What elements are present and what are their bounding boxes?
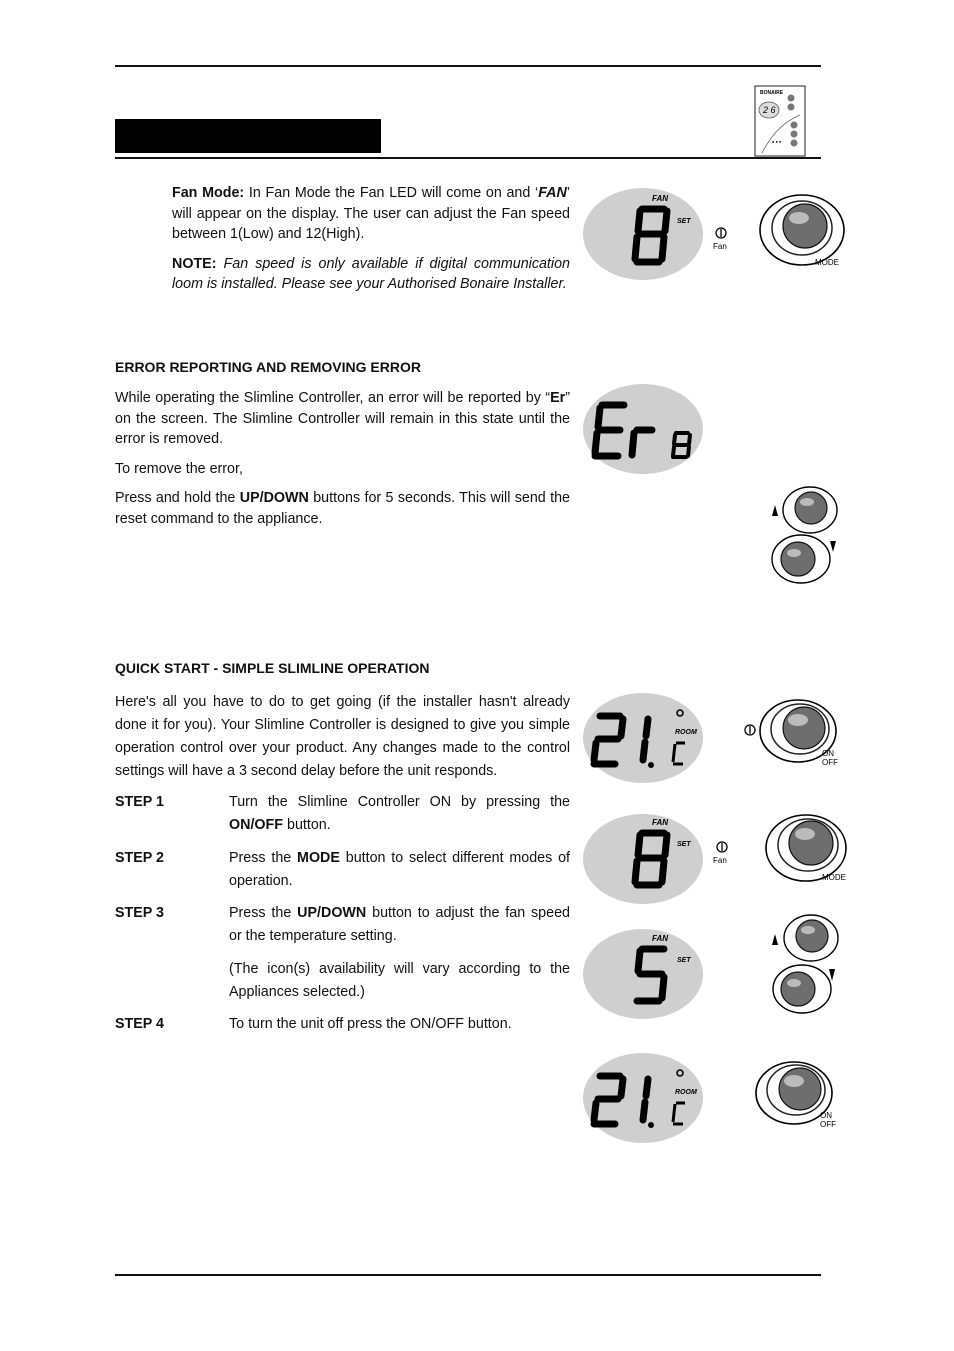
section-title-bar — [115, 119, 381, 153]
controller-thumbnail-icon — [754, 85, 808, 157]
mode-button-label-2: MODE — [822, 873, 846, 882]
step-3-text-b: button to adjust the fan speed or the temperature setting. — [229, 905, 570, 944]
on-off-led-icon — [742, 722, 758, 738]
note-label: NOTE: — [172, 255, 217, 272]
up-down-buttons[interactable] — [768, 483, 844, 585]
step-3-text — [229, 902, 570, 948]
step-2-text — [229, 847, 570, 893]
on-off-button-2[interactable] — [752, 1057, 842, 1135]
step-3-bold: UP/DOWN — [297, 905, 367, 921]
step-2-bold: MODE — [297, 850, 340, 866]
lcd-set-label-2: SET — [677, 841, 691, 848]
lcd-room-temp-off — [582, 1052, 704, 1145]
lcd-set-label-3: SET — [677, 957, 691, 964]
svg-text:● ● ●: ● ● ● — [772, 139, 782, 144]
down-arrow-icon-2 — [829, 969, 835, 981]
lcd-set-label: SET — [677, 218, 691, 225]
thumbnail-brand: BONAIRE — [760, 90, 784, 96]
note-text: Fan speed is only available if digital communication loom is installed. Please see your Authorised Bonaire Installer. — [172, 255, 570, 292]
lcd-fan-speed — [582, 928, 704, 1021]
down-arrow-icon — [830, 541, 836, 552]
svg-text:2 6: 2 6 — [763, 105, 776, 115]
step-4-text: To turn the unit off press the ON/OFF button. — [229, 1016, 512, 1032]
lcd-fan-mode — [582, 187, 704, 282]
on-off-button[interactable] — [758, 697, 846, 775]
step-1-text-a: Turn the Slimline Controller ON by pressing the — [229, 794, 570, 810]
quick-start-intro: Here's all you have to do to get going (if the installer hasn't already done it for you). Your Slimline Controller is designed to give you simple operation control over your product. Any changes made to the control settings will have a 3 second delay before the unit responds. — [115, 694, 570, 779]
fan-led-label: Fan — [713, 242, 727, 251]
lcd-fan-label-3: FAN — [652, 934, 668, 943]
on-label-2: ON — [820, 1111, 832, 1120]
fan-mode-text-b: ’ will appear on the display. The user can adjust the Fan speed between 1(Low) and 12(High). — [172, 185, 570, 242]
error-p1-b: ” on the screen. The Slimline Controller will remain in this state until the error is removed. — [115, 390, 570, 447]
error-er: Er — [550, 390, 566, 406]
mode-button-label: MODE — [815, 258, 839, 267]
up-down-buttons-2[interactable] — [768, 911, 844, 1015]
top-rule — [115, 65, 821, 67]
up-arrow-icon — [772, 505, 778, 516]
step-1-text — [229, 791, 570, 837]
fan-mode-text-a: In Fan Mode the Fan LED will come on and ‘ — [244, 185, 539, 201]
step-3-note: (The icon(s) availability will vary according to the Appliances selected.) — [229, 961, 570, 1000]
step-3-label: STEP 3 — [115, 905, 165, 921]
footer-rule — [115, 1274, 821, 1276]
up-arrow-icon-2 — [772, 934, 778, 945]
step-2-text-b: button to select different modes of operation. — [229, 850, 570, 889]
error-paragraph — [115, 388, 570, 529]
fan-led-label-2: Fan — [713, 856, 727, 865]
step-2-text-a: Press the — [229, 850, 298, 866]
on-label: ON — [822, 749, 834, 758]
mode-button-2[interactable] — [762, 808, 852, 886]
error-heading: ERROR REPORTING AND REMOVING ERROR — [115, 359, 421, 375]
quick-start-heading: QUICK START - SIMPLE SLIMLINE OPERATION — [115, 660, 430, 676]
step-1-text-b: button. — [283, 817, 331, 833]
step-2-label: STEP 2 — [115, 850, 165, 866]
room-label-2: ROOM — [675, 1089, 697, 1096]
lcd-fan-label: FAN — [652, 194, 668, 203]
error-p3-a: Press and hold the — [115, 490, 240, 506]
error-p1-a: While operating the Slimline Controller, an error will be reported by “ — [115, 390, 551, 406]
fan-led-icon — [712, 226, 734, 254]
fan-mode-label: Fan Mode: — [172, 185, 245, 201]
header-rule — [115, 157, 821, 159]
step-1-bold: ON/OFF — [229, 817, 284, 833]
fan-mode-paragraph — [172, 183, 570, 295]
error-p3-b: buttons for 5 seconds. This will send the reset command to the appliance. — [115, 490, 570, 527]
lcd-fan-mode-step2 — [582, 813, 704, 906]
lcd-room-temp-on — [582, 692, 704, 785]
lcd-error — [582, 383, 704, 476]
room-label: ROOM — [675, 729, 697, 736]
fan-led-icon-2 — [712, 840, 734, 868]
step-1-label: STEP 1 — [115, 794, 165, 810]
off-label-2: OFF — [820, 1120, 836, 1129]
error-p2: To remove the error, — [115, 460, 243, 477]
lcd-fan-label-2: FAN — [652, 818, 668, 827]
fan-word: FAN — [538, 185, 567, 201]
error-p3-bold: UP/DOWN — [239, 490, 309, 506]
step-4-label: STEP 4 — [115, 1016, 165, 1032]
step-3-text-a: Press the — [229, 905, 298, 921]
off-label: OFF — [822, 758, 838, 767]
mode-button[interactable] — [758, 190, 846, 270]
